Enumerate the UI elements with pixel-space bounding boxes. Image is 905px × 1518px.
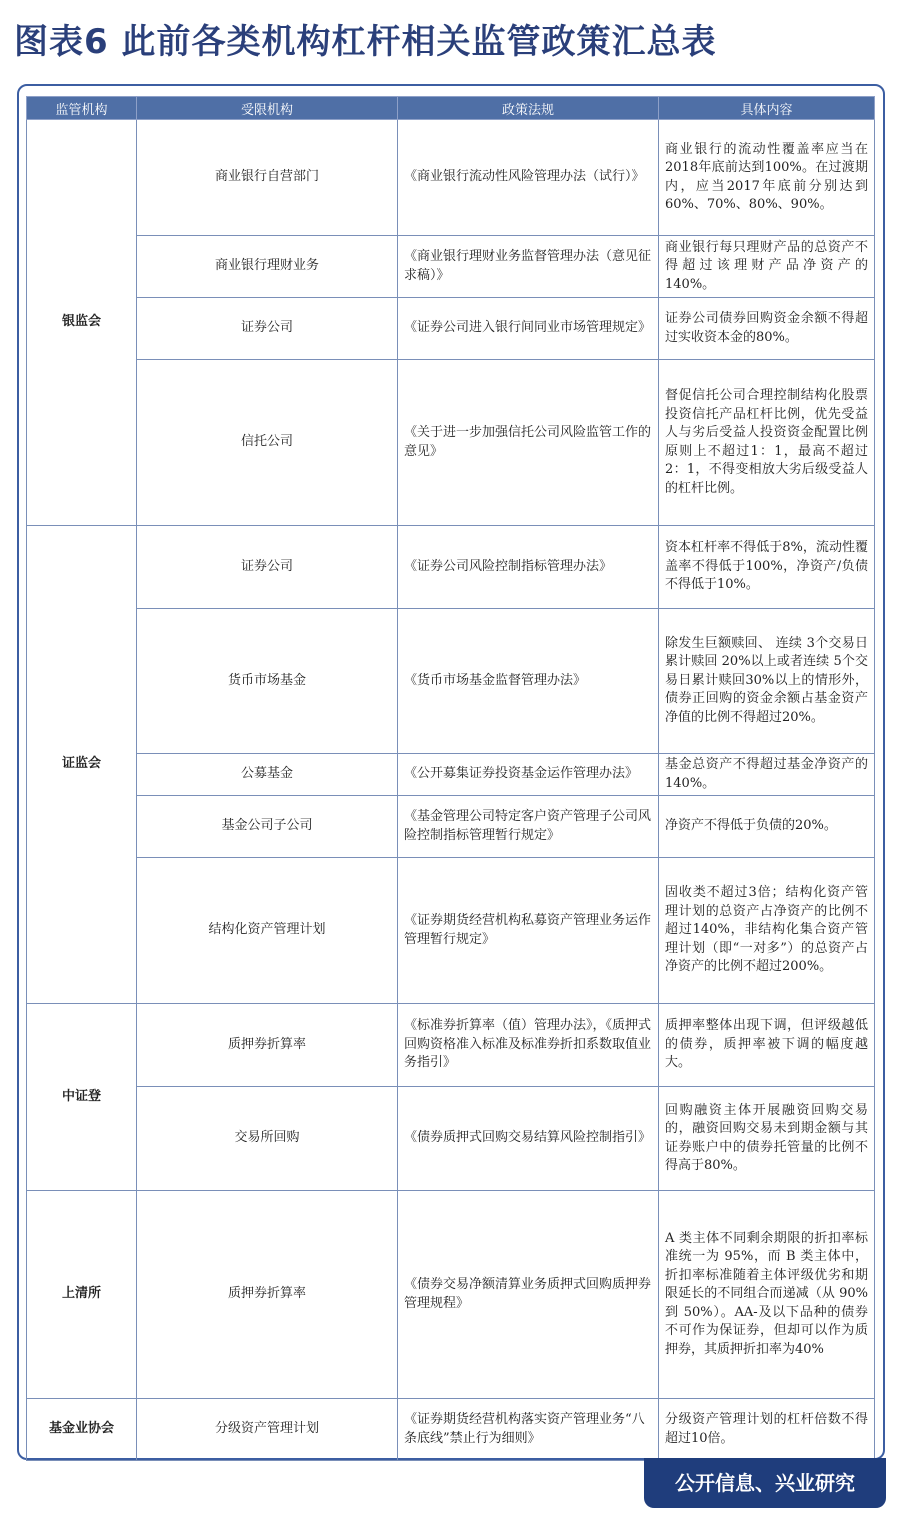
table-row <box>27 1399 875 1461</box>
policy-cell: 《基金管理公司特定客户资产管理子公司风险控制指标管理暂行规定》 <box>398 796 659 858</box>
content-cell: A 类主体不同剩余期限的折扣率标准统一为 95%，而 B 类主体中，折扣率标准随着主体评级优劣和期限延长的不同组合而递减（从 90%到 50%）。AA-及以下品种的债券不可作为保证券，但却可以作为质押券，其质押折扣率为40% <box>659 1191 875 1399</box>
content-cell: 基金总资产不得超过基金净资产的140%。 <box>659 754 875 796</box>
content-cell: 证券公司债券回购资金余额不得超过实收资本金的80%。 <box>659 298 875 360</box>
content-cell: 固收类不超过3倍；结构化资产管理计划的总资产占净资产的比例不超过140%，非结构化集合资产管理计划（即“一对多”）的总资产占净资产的比例不超过200%。 <box>659 858 875 1004</box>
content-cell: 质押率整体出现下调，但评级越低的债券，质押率被下调的幅度越大。 <box>659 1004 875 1087</box>
institution-cell: 信托公司 <box>137 360 398 526</box>
header-content: 具体内容 <box>659 97 875 120</box>
policy-cell: 《证券公司进入银行间同业市场管理规定》 <box>398 298 659 360</box>
institution-cell: 质押券折算率 <box>137 1004 398 1087</box>
content-cell: 商业银行每只理财产品的总资产不得超过该理财产品净资产的140%。 <box>659 236 875 298</box>
policy-cell: 《商业银行流动性风险管理办法（试行）》 <box>398 120 659 236</box>
institution-cell: 商业银行理财业务 <box>137 236 398 298</box>
policy-cell: 《债券质押式回购交易结算风险控制指引》 <box>398 1087 659 1191</box>
source-footer: 公开信息、兴业研究 <box>644 1458 886 1508</box>
table-row <box>27 796 875 858</box>
header-regulator: 监管机构 <box>27 97 137 120</box>
institution-cell: 证券公司 <box>137 298 398 360</box>
page-title: 图表6 此前各类机构杠杆相关监管政策汇总表 <box>14 22 717 62</box>
table-row <box>27 609 875 754</box>
table-row <box>27 1191 875 1399</box>
institution-cell: 商业银行自营部门 <box>137 120 398 236</box>
policy-cell: 《证券公司风险控制指标管理办法》 <box>398 526 659 609</box>
policy-table <box>26 96 875 1461</box>
table-row <box>27 858 875 1004</box>
header-policy: 政策法规 <box>398 97 659 120</box>
regulator-cell: 基金业协会 <box>27 1399 137 1461</box>
policy-cell: 《公开募集证券投资基金运作管理办法》 <box>398 754 659 796</box>
table-row <box>27 754 875 796</box>
table-header-row <box>27 97 875 120</box>
institution-cell: 证券公司 <box>137 526 398 609</box>
institution-cell: 基金公司子公司 <box>137 796 398 858</box>
table-row <box>27 360 875 526</box>
content-cell: 督促信托公司合理控制结构化股票投资信托产品杠杆比例，优先受益人与劣后受益人投资资金配置比例原则上不超过1：1，最高不超过2：1，不得变相放大劣后级受益人的杠杆比例。 <box>659 360 875 526</box>
regulator-cell: 银监会 <box>27 120 137 526</box>
institution-cell: 质押券折算率 <box>137 1191 398 1399</box>
content-cell: 除发生巨额赎回、 连续 3个交易日累计赎回 20%以上或者连续 5个交易日累计赎回30%以上的情形外，债券正回购的资金余额占基金资产净值的比例不得超过20%。 <box>659 609 875 754</box>
table-row <box>27 1087 875 1191</box>
policy-cell: 《证券期货经营机构落实资产管理业务“八条底线”禁止行为细则》 <box>398 1399 659 1461</box>
content-cell: 回购融资主体开展融资回购交易的，融资回购交易未到期金额与其证券账户中的债券托管量的比例不得高于80%。 <box>659 1087 875 1191</box>
header-institution: 受限机构 <box>137 97 398 120</box>
content-cell: 净资产不得低于负债的20%。 <box>659 796 875 858</box>
regulator-cell: 中证登 <box>27 1004 137 1191</box>
regulator-cell: 证监会 <box>27 526 137 1004</box>
content-cell: 商业银行的流动性覆盖率应当在2018年底前达到100%。在过渡期内，应当2017年底前分别达到60%、70%、80%、90%。 <box>659 120 875 236</box>
regulator-cell: 上清所 <box>27 1191 137 1399</box>
content-cell: 资本杠杆率不得低于8%，流动性覆盖率不得低于100%，净资产/负债不得低于10%。 <box>659 526 875 609</box>
policy-cell: 《货币市场基金监督管理办法》 <box>398 609 659 754</box>
table-row <box>27 298 875 360</box>
table-row <box>27 526 875 609</box>
policy-cell: 《关于进一步加强信托公司风险监管工作的意见》 <box>398 360 659 526</box>
policy-cell: 《证券期货经营机构私募资产管理业务运作管理暂行规定》 <box>398 858 659 1004</box>
table-row <box>27 120 875 236</box>
institution-cell: 交易所回购 <box>137 1087 398 1191</box>
table-row <box>27 1004 875 1087</box>
policy-cell: 《债券交易净额清算业务质押式回购质押券管理规程》 <box>398 1191 659 1399</box>
institution-cell: 结构化资产管理计划 <box>137 858 398 1004</box>
policy-cell: 《商业银行理财业务监督管理办法（意见征求稿）》 <box>398 236 659 298</box>
institution-cell: 公募基金 <box>137 754 398 796</box>
content-cell: 分级资产管理计划的杠杆倍数不得超过10倍。 <box>659 1399 875 1461</box>
policy-cell: 《标准券折算率（值）管理办法》，《质押式回购资格准入标准及标准券折扣系数取值业务指引》 <box>398 1004 659 1087</box>
institution-cell: 货币市场基金 <box>137 609 398 754</box>
institution-cell: 分级资产管理计划 <box>137 1399 398 1461</box>
table-row <box>27 236 875 298</box>
